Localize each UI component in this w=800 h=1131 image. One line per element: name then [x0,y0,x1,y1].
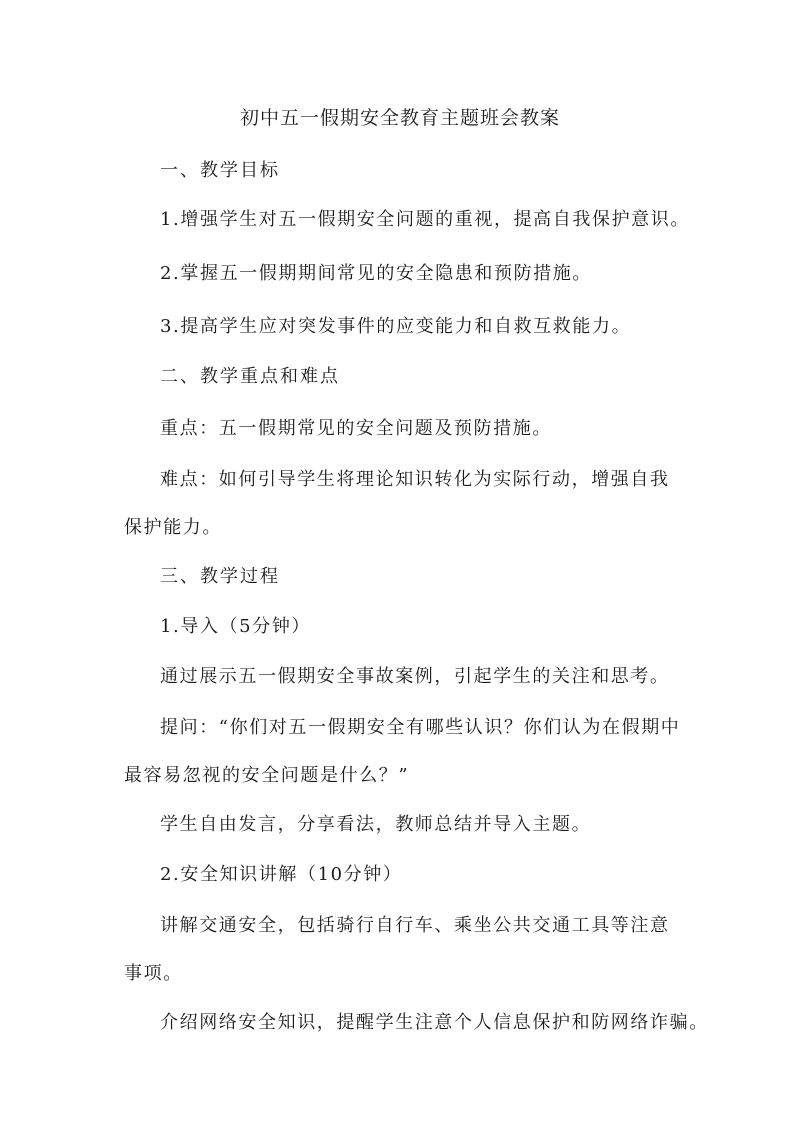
document-title: 初中五一假期安全教育主题班会教案 [239,107,560,129]
section-heading-goals: 一、教学目标 [160,160,280,181]
step1-paragraph-3: 学生自由发言，分享看法，教师总结并导入主题。 [160,814,592,835]
step2-paragraph-2: 介绍网络安全知识，提醒学生注意个人信息保护和防网络诈骗。 [160,1012,709,1033]
step1-paragraph-2: 提问：“你们对五一假期安全有哪些认识？你们认为在假期中最容易忽视的安全问题是什么？” [124,717,681,786]
section-heading-process: 三、教学过程 [160,566,280,587]
keypoint-focus: 重点：五一假期常见的安全问题及预防措施。 [160,418,552,439]
keypoint-difficulty: 难点：如何引导学生将理论知识转化为实际行动，增强自我保护能力。 [124,469,670,538]
goal-item-3: 3.提高学生应对突发事件的应变能力和自救互救能力。 [160,316,632,337]
step1-title: 1.导入（5分钟） [160,616,312,637]
step2-paragraph-1: 讲解交通安全，包括骑行自行车、乘坐公共交通工具等注意事项。 [124,915,670,984]
step1-paragraph-1: 通过展示五一假期安全事故案例，引起学生的关注和思考。 [160,666,670,687]
section-heading-keypoints: 二、教学重点和难点 [160,366,340,387]
goal-item-2: 2.掌握五一假期期间常见的安全隐患和预防措施。 [160,263,592,284]
step2-title: 2.安全知识讲解（10分钟） [160,864,403,885]
goal-item-1: 1.增强学生对五一假期安全问题的重视，提高自我保护意识。 [160,209,690,230]
